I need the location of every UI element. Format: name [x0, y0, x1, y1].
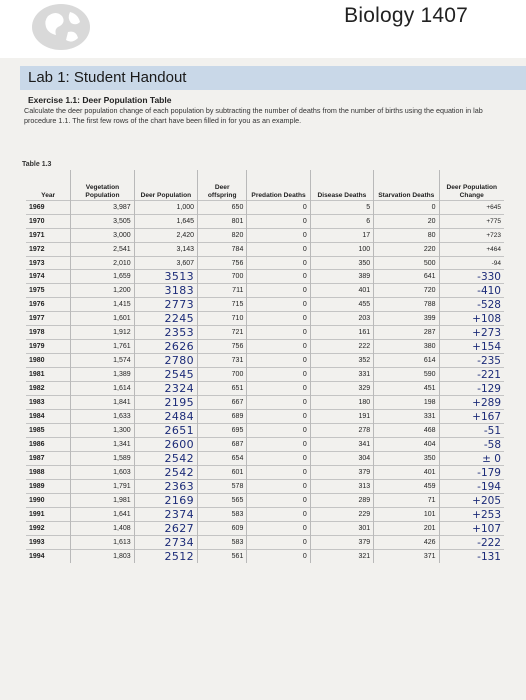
starvation-deaths-cell: 451: [374, 382, 439, 396]
predation-deaths-cell: 0: [247, 368, 310, 382]
table-row: [26, 382, 504, 396]
starvation-deaths-cell: 287: [374, 326, 439, 340]
exercise-heading: Exercise 1.1: Deer Population Table: [28, 95, 172, 105]
disease-deaths-cell: 321: [310, 550, 373, 564]
population-change-cell: -221: [439, 368, 504, 382]
vegetation-cell: 1,389: [71, 368, 134, 382]
predation-deaths-cell: 0: [247, 326, 310, 340]
col-header-deer-offspring: Deer offspring: [198, 170, 247, 201]
deer-offspring-cell: 784: [198, 242, 247, 256]
population-change-cell: -51: [439, 424, 504, 438]
deer-population-cell: 2484: [134, 410, 197, 424]
table-header-row: [26, 170, 504, 201]
table-row: [26, 466, 504, 480]
vegetation-cell: 1,659: [71, 270, 134, 284]
deer-population-cell: 2651: [134, 424, 197, 438]
deer-population-cell: 2542: [134, 452, 197, 466]
table-label: Table 1.3: [22, 161, 52, 168]
population-change-cell: +645: [439, 201, 504, 215]
population-change-cell: -410: [439, 284, 504, 298]
predation-deaths-cell: 0: [247, 382, 310, 396]
disease-deaths-cell: 289: [310, 494, 373, 508]
starvation-deaths-cell: 101: [374, 508, 439, 522]
table-row: [26, 284, 504, 298]
vegetation-cell: 1,791: [71, 480, 134, 494]
population-change-cell: -129: [439, 382, 504, 396]
starvation-deaths-cell: 459: [374, 480, 439, 494]
predation-deaths-cell: 0: [247, 354, 310, 368]
year-cell: 1981: [26, 368, 71, 382]
disease-deaths-cell: 278: [310, 424, 373, 438]
population-change-cell: -131: [439, 550, 504, 564]
col-header-vegetation: Vegetation Population: [71, 170, 134, 201]
deer-population-cell: 2169: [134, 494, 197, 508]
year-cell: 1971: [26, 228, 71, 242]
table-row: [26, 480, 504, 494]
population-change-cell: -194: [439, 480, 504, 494]
disease-deaths-cell: 313: [310, 480, 373, 494]
predation-deaths-cell: 0: [247, 438, 310, 452]
disease-deaths-cell: 401: [310, 284, 373, 298]
deer-offspring-cell: 583: [198, 536, 247, 550]
table-row: [26, 410, 504, 424]
deer-population-cell: 3,607: [134, 256, 197, 270]
vegetation-cell: 1,912: [71, 326, 134, 340]
year-cell: 1976: [26, 298, 71, 312]
vegetation-cell: 1,601: [71, 312, 134, 326]
disease-deaths-cell: 5: [310, 201, 373, 215]
year-cell: 1987: [26, 452, 71, 466]
deer-population-cell: 2545: [134, 368, 197, 382]
population-change-cell: -179: [439, 466, 504, 480]
disease-deaths-cell: 389: [310, 270, 373, 284]
starvation-deaths-cell: 80: [374, 228, 439, 242]
starvation-deaths-cell: 220: [374, 242, 439, 256]
year-cell: 1980: [26, 354, 71, 368]
disease-deaths-cell: 329: [310, 382, 373, 396]
disease-deaths-cell: 341: [310, 438, 373, 452]
predation-deaths-cell: 0: [247, 480, 310, 494]
year-cell: 1974: [26, 270, 71, 284]
population-change-cell: -235: [439, 354, 504, 368]
table-row: [26, 354, 504, 368]
vegetation-cell: 1,589: [71, 452, 134, 466]
year-cell: 1979: [26, 340, 71, 354]
table-row: [26, 312, 504, 326]
predation-deaths-cell: 0: [247, 508, 310, 522]
vegetation-cell: 1,641: [71, 508, 134, 522]
starvation-deaths-cell: 401: [374, 466, 439, 480]
disease-deaths-cell: 191: [310, 410, 373, 424]
deer-population-cell: 2600: [134, 438, 197, 452]
table-row: [26, 452, 504, 466]
deer-offspring-cell: 561: [198, 550, 247, 564]
deer-population-cell: 2324: [134, 382, 197, 396]
predation-deaths-cell: 0: [247, 424, 310, 438]
population-change-cell: +205: [439, 494, 504, 508]
vegetation-cell: 1,981: [71, 494, 134, 508]
deer-offspring-cell: 820: [198, 228, 247, 242]
predation-deaths-cell: 0: [247, 396, 310, 410]
predation-deaths-cell: 0: [247, 536, 310, 550]
starvation-deaths-cell: 500: [374, 256, 439, 270]
deer-offspring-cell: 609: [198, 522, 247, 536]
vegetation-cell: 1,341: [71, 438, 134, 452]
table-row: [26, 550, 504, 564]
year-cell: 1970: [26, 214, 71, 228]
table-row: [26, 522, 504, 536]
deer-population-cell: 2374: [134, 508, 197, 522]
year-cell: 1984: [26, 410, 71, 424]
deer-population-cell: 2,420: [134, 228, 197, 242]
deer-population-cell: 2773: [134, 298, 197, 312]
population-change-cell: -222: [439, 536, 504, 550]
population-change-cell: ± 0: [439, 452, 504, 466]
deer-offspring-cell: 801: [198, 214, 247, 228]
deer-population-cell: 2512: [134, 550, 197, 564]
predation-deaths-cell: 0: [247, 410, 310, 424]
col-header-starvation-deaths: Starvation Deaths: [374, 170, 439, 201]
disease-deaths-cell: 180: [310, 396, 373, 410]
deer-population-table: [26, 170, 504, 563]
year-cell: 1982: [26, 382, 71, 396]
disease-deaths-cell: 301: [310, 522, 373, 536]
population-change-cell: +154: [439, 340, 504, 354]
predation-deaths-cell: 0: [247, 522, 310, 536]
population-change-cell: +723: [439, 228, 504, 242]
header-bar: [0, 0, 526, 58]
deer-offspring-cell: 687: [198, 438, 247, 452]
table-row: [26, 536, 504, 550]
table-row: [26, 242, 504, 256]
deer-offspring-cell: 711: [198, 284, 247, 298]
predation-deaths-cell: 0: [247, 270, 310, 284]
disease-deaths-cell: 17: [310, 228, 373, 242]
table-row: [26, 326, 504, 340]
starvation-deaths-cell: 71: [374, 494, 439, 508]
col-header-disease-deaths: Disease Deaths: [310, 170, 373, 201]
deer-population-cell: 3183: [134, 284, 197, 298]
year-cell: 1991: [26, 508, 71, 522]
deer-population-cell: 2780: [134, 354, 197, 368]
deer-offspring-cell: 715: [198, 298, 247, 312]
table-row: [26, 508, 504, 522]
population-change-cell: +107: [439, 522, 504, 536]
vegetation-cell: 1,200: [71, 284, 134, 298]
deer-offspring-cell: 651: [198, 382, 247, 396]
disease-deaths-cell: 379: [310, 536, 373, 550]
vegetation-cell: 1,603: [71, 466, 134, 480]
deer-offspring-cell: 695: [198, 424, 247, 438]
deer-offspring-cell: 710: [198, 312, 247, 326]
predation-deaths-cell: 0: [247, 214, 310, 228]
population-change-cell: +108: [439, 312, 504, 326]
vegetation-cell: 3,505: [71, 214, 134, 228]
disease-deaths-cell: 229: [310, 508, 373, 522]
predation-deaths-cell: 0: [247, 242, 310, 256]
globe-logo-icon: [30, 2, 92, 52]
table-row: [26, 438, 504, 452]
population-change-cell: -330: [439, 270, 504, 284]
year-cell: 1994: [26, 550, 71, 564]
disease-deaths-cell: 455: [310, 298, 373, 312]
deer-population-cell: 2245: [134, 312, 197, 326]
vegetation-cell: 1,614: [71, 382, 134, 396]
starvation-deaths-cell: 641: [374, 270, 439, 284]
instructions-text: Calculate the deer population change of each population by subtracting the number of deaths from the number of births using the equation in lab procedure 1.1. The first few rows of the chart have been filled in for you as an example.: [24, 106, 483, 125]
year-cell: 1969: [26, 201, 71, 215]
vegetation-cell: 1,300: [71, 424, 134, 438]
disease-deaths-cell: 304: [310, 452, 373, 466]
table-row: [26, 201, 504, 215]
deer-offspring-cell: 578: [198, 480, 247, 494]
deer-offspring-cell: 689: [198, 410, 247, 424]
year-cell: 1990: [26, 494, 71, 508]
population-change-cell: -94: [439, 256, 504, 270]
year-cell: 1978: [26, 326, 71, 340]
vegetation-cell: 1,408: [71, 522, 134, 536]
disease-deaths-cell: 350: [310, 256, 373, 270]
predation-deaths-cell: 0: [247, 494, 310, 508]
starvation-deaths-cell: 426: [374, 536, 439, 550]
predation-deaths-cell: 0: [247, 256, 310, 270]
year-cell: 1986: [26, 438, 71, 452]
vegetation-cell: 1,613: [71, 536, 134, 550]
disease-deaths-cell: 6: [310, 214, 373, 228]
table-row: [26, 340, 504, 354]
starvation-deaths-cell: 350: [374, 452, 439, 466]
deer-offspring-cell: 583: [198, 508, 247, 522]
table-row: [26, 256, 504, 270]
predation-deaths-cell: 0: [247, 550, 310, 564]
deer-population-cell: 2542: [134, 466, 197, 480]
table-row: [26, 368, 504, 382]
table-row: [26, 228, 504, 242]
table-row: [26, 396, 504, 410]
disease-deaths-cell: 161: [310, 326, 373, 340]
disease-deaths-cell: 352: [310, 354, 373, 368]
table-row: [26, 424, 504, 438]
col-header-predation-deaths: Predation Deaths: [247, 170, 310, 201]
deer-offspring-cell: 667: [198, 396, 247, 410]
starvation-deaths-cell: 720: [374, 284, 439, 298]
deer-offspring-cell: 731: [198, 354, 247, 368]
starvation-deaths-cell: 380: [374, 340, 439, 354]
vegetation-cell: 1,415: [71, 298, 134, 312]
deer-population-cell: 2363: [134, 480, 197, 494]
deer-offspring-cell: 601: [198, 466, 247, 480]
predation-deaths-cell: 0: [247, 312, 310, 326]
deer-population-cell: 2195: [134, 396, 197, 410]
deer-population-cell: 2627: [134, 522, 197, 536]
deer-population-cell: 3513: [134, 270, 197, 284]
vegetation-cell: 3,987: [71, 201, 134, 215]
year-cell: 1993: [26, 536, 71, 550]
vegetation-cell: 1,574: [71, 354, 134, 368]
table-row: [26, 214, 504, 228]
population-change-cell: +167: [439, 410, 504, 424]
vegetation-cell: 1,803: [71, 550, 134, 564]
course-title: Biology 1407: [344, 4, 468, 27]
col-header-year: Year: [41, 191, 56, 199]
starvation-deaths-cell: 614: [374, 354, 439, 368]
starvation-deaths-cell: 404: [374, 438, 439, 452]
table-row: [26, 298, 504, 312]
starvation-deaths-cell: 468: [374, 424, 439, 438]
deer-offspring-cell: 721: [198, 326, 247, 340]
population-change-cell: -528: [439, 298, 504, 312]
disease-deaths-cell: 100: [310, 242, 373, 256]
predation-deaths-cell: 0: [247, 298, 310, 312]
starvation-deaths-cell: 371: [374, 550, 439, 564]
table-row: [26, 270, 504, 284]
predation-deaths-cell: 0: [247, 201, 310, 215]
deer-population-cell: 1,645: [134, 214, 197, 228]
year-cell: 1977: [26, 312, 71, 326]
deer-population-cell: 3,143: [134, 242, 197, 256]
starvation-deaths-cell: 788: [374, 298, 439, 312]
disease-deaths-cell: 222: [310, 340, 373, 354]
year-cell: 1975: [26, 284, 71, 298]
predation-deaths-cell: 0: [247, 452, 310, 466]
year-cell: 1983: [26, 396, 71, 410]
deer-offspring-cell: 654: [198, 452, 247, 466]
vegetation-cell: 1,841: [71, 396, 134, 410]
deer-offspring-cell: 700: [198, 368, 247, 382]
starvation-deaths-cell: 0: [374, 201, 439, 215]
year-cell: 1988: [26, 466, 71, 480]
predation-deaths-cell: 0: [247, 466, 310, 480]
vegetation-cell: 1,761: [71, 340, 134, 354]
disease-deaths-cell: 379: [310, 466, 373, 480]
vegetation-cell: 1,633: [71, 410, 134, 424]
starvation-deaths-cell: 399: [374, 312, 439, 326]
deer-offspring-cell: 650: [198, 201, 247, 215]
deer-offspring-cell: 756: [198, 256, 247, 270]
year-cell: 1973: [26, 256, 71, 270]
predation-deaths-cell: 0: [247, 228, 310, 242]
predation-deaths-cell: 0: [247, 340, 310, 354]
deer-population-cell: 2734: [134, 536, 197, 550]
population-change-cell: +464: [439, 242, 504, 256]
population-change-cell: -58: [439, 438, 504, 452]
year-cell: 1985: [26, 424, 71, 438]
disease-deaths-cell: 331: [310, 368, 373, 382]
starvation-deaths-cell: 590: [374, 368, 439, 382]
deer-population-cell: 1,000: [134, 201, 197, 215]
year-cell: 1989: [26, 480, 71, 494]
vegetation-cell: 2,541: [71, 242, 134, 256]
vegetation-cell: 2,010: [71, 256, 134, 270]
starvation-deaths-cell: 198: [374, 396, 439, 410]
population-change-cell: +289: [439, 396, 504, 410]
predation-deaths-cell: 0: [247, 284, 310, 298]
vegetation-cell: 3,000: [71, 228, 134, 242]
table-row: [26, 494, 504, 508]
col-header-deer-population: Deer Population: [134, 170, 197, 201]
population-change-cell: +775: [439, 214, 504, 228]
starvation-deaths-cell: 331: [374, 410, 439, 424]
col-header-population-change: Deer Population Change: [439, 170, 504, 201]
deer-population-cell: 2353: [134, 326, 197, 340]
population-change-cell: +253: [439, 508, 504, 522]
lab-title: Lab 1: Student Handout: [28, 69, 187, 86]
starvation-deaths-cell: 20: [374, 214, 439, 228]
deer-offspring-cell: 565: [198, 494, 247, 508]
year-cell: 1992: [26, 522, 71, 536]
deer-offspring-cell: 756: [198, 340, 247, 354]
deer-offspring-cell: 700: [198, 270, 247, 284]
population-change-cell: +273: [439, 326, 504, 340]
starvation-deaths-cell: 201: [374, 522, 439, 536]
year-cell: 1972: [26, 242, 71, 256]
deer-population-cell: 2626: [134, 340, 197, 354]
disease-deaths-cell: 203: [310, 312, 373, 326]
